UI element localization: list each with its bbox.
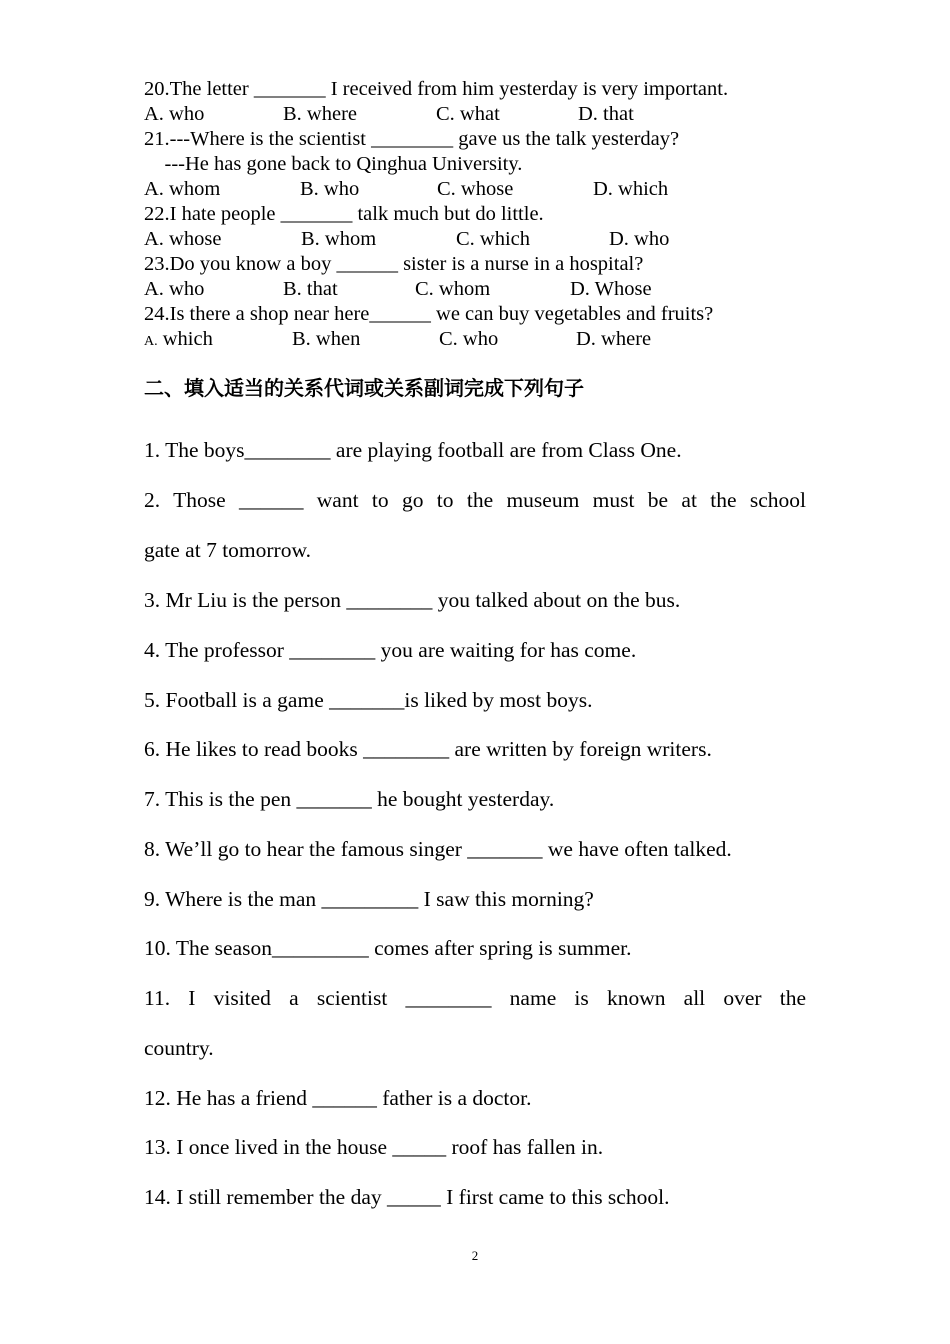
fill-item-14: 14. I still remember the day _____ I first came to this school. <box>144 1185 670 1209</box>
fill-item-2-continued: gate at 7 tomorrow. <box>144 538 311 562</box>
fill-item-1: 1. The boys________ are playing football are from Class One. <box>144 438 682 462</box>
option-c: C. whom <box>415 278 491 300</box>
fill-item-2: 2. Those ______ want to go to the museum must be at the school <box>144 488 806 512</box>
fill-item-6: 6. He likes to read books ________ are written by foreign writers. <box>144 737 712 761</box>
option-b: B. whom <box>301 228 377 250</box>
option-a: A. whom <box>144 178 221 200</box>
page-number: 2 <box>471 1248 479 1263</box>
fill-item-11-continued: country. <box>144 1036 214 1060</box>
question-reply: ---He has gone back to Qinghua University. <box>144 153 523 175</box>
option-a: A. whose <box>144 228 222 250</box>
option-b: B. that <box>283 278 338 300</box>
option-d: D. who <box>609 228 670 250</box>
option-b: B. when <box>292 328 361 350</box>
option-b: B. who <box>300 178 360 200</box>
question-stem: 24.Is there a shop near here______ we can buy vegetables and fruits? <box>144 303 714 325</box>
option-d: D. where <box>576 328 652 350</box>
option-a-prefix: A. <box>144 334 158 349</box>
question-stem: 22.I hate people _______ talk much but do little. <box>144 203 544 225</box>
question-stem: 23.Do you know a boy ______ sister is a nurse in a hospital? <box>144 253 644 275</box>
fill-item-5: 5. Football is a game _______is liked by most boys. <box>144 688 593 712</box>
fill-item-10: 10. The season_________ comes after spring is summer. <box>144 936 632 960</box>
fill-item-7: 7. This is the pen _______ he bought yesterday. <box>144 787 555 811</box>
fill-item-4: 4. The professor ________ you are waiting for has come. <box>144 638 637 662</box>
option-a <box>144 327 213 354</box>
option-c: C. which <box>456 228 531 250</box>
question-stem: 20.The letter _______ I received from him yesterday is very important. <box>144 78 729 100</box>
option-a: A. who <box>144 103 205 125</box>
option-d: D. Whose <box>570 278 652 300</box>
fill-item-13: 13. I once lived in the house _____ roof has fallen in. <box>144 1135 604 1159</box>
fill-item-8: 8. We’ll go to hear the famous singer _______ we have often talked. <box>144 837 732 861</box>
fill-item-3: 3. Mr Liu is the person ________ you talked about on the bus. <box>144 588 681 612</box>
option-d: D. which <box>593 178 669 200</box>
option-a-text: which <box>157 328 213 350</box>
fill-item-9: 9. Where is the man _________ I saw this morning? <box>144 887 594 911</box>
option-b: B. where <box>283 103 358 125</box>
fill-item-11: 11. I visited a scientist ________ name is known all over the <box>144 986 806 1010</box>
option-c: C. who <box>439 328 499 350</box>
section-heading: 二、填入适当的关系代词或关系副词完成下列句子 <box>144 376 584 400</box>
question-stem: 21.---Where is the scientist ________ gave us the talk yesterday? <box>144 128 680 150</box>
fill-item-12: 12. He has a friend ______ father is a doctor. <box>144 1086 532 1110</box>
option-c: C. whose <box>437 178 514 200</box>
option-d: D. that <box>578 103 634 125</box>
option-c: C. what <box>436 103 500 125</box>
option-a: A. who <box>144 278 205 300</box>
